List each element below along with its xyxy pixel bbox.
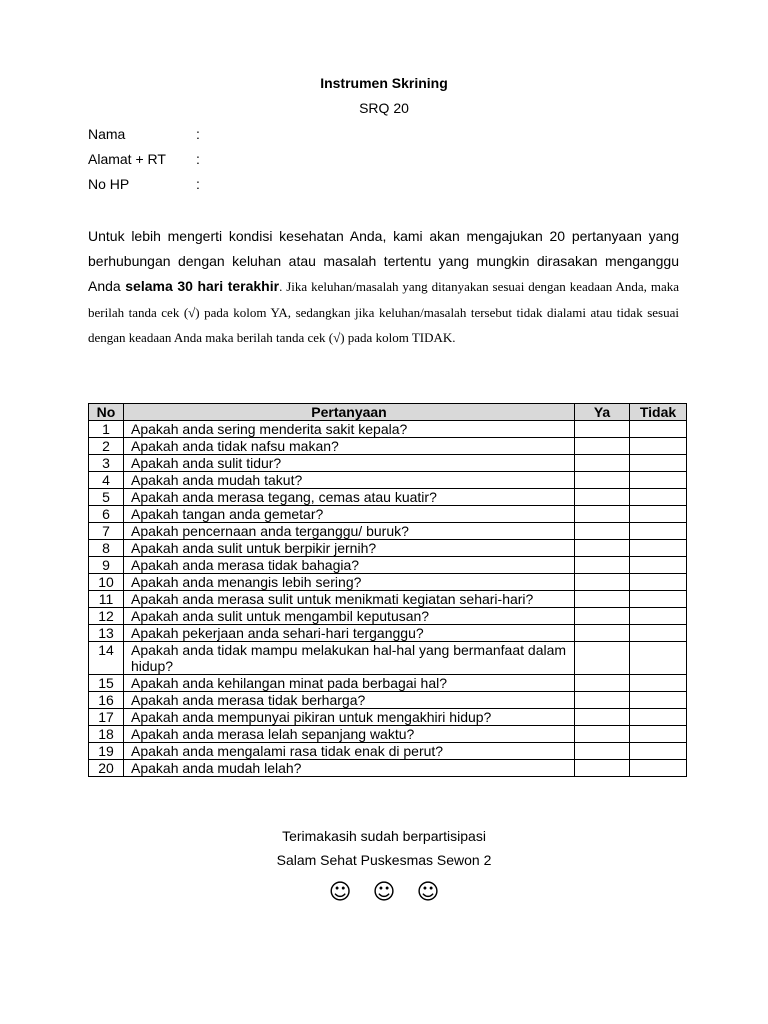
footer-thanks: Terimakasih sudah berpartisipasi [282, 828, 486, 844]
table-row [89, 523, 687, 540]
answer-ya-cell[interactable] [575, 726, 630, 743]
table-row [89, 557, 687, 574]
row-question: Apakah anda sulit untuk berpikir jernih? [124, 540, 575, 557]
answer-ya-cell[interactable] [575, 692, 630, 709]
row-number: 12 [89, 608, 124, 625]
row-question: Apakah anda sulit tidur? [124, 455, 575, 472]
answer-tidak-cell[interactable] [630, 472, 687, 489]
answer-tidak-cell[interactable] [630, 557, 687, 574]
answer-ya-cell[interactable] [575, 642, 630, 675]
table-row [89, 591, 687, 608]
table-row [89, 743, 687, 760]
answer-tidak-cell[interactable] [630, 642, 687, 675]
row-number: 4 [89, 472, 124, 489]
row-number: 17 [89, 709, 124, 726]
field-label-alamat: Alamat + RT [88, 151, 166, 167]
row-number: 2 [89, 438, 124, 455]
row-number: 6 [89, 506, 124, 523]
header-ya: Ya [575, 404, 630, 421]
answer-ya-cell[interactable] [575, 760, 630, 777]
table-row [89, 506, 687, 523]
table-row [89, 438, 687, 455]
table-row [89, 540, 687, 557]
field-colon: : [196, 176, 200, 192]
srq-question-table [88, 403, 687, 777]
row-number: 8 [89, 540, 124, 557]
answer-tidak-cell[interactable] [630, 675, 687, 692]
row-number: 11 [89, 591, 124, 608]
table-row [89, 574, 687, 591]
answer-tidak-cell[interactable] [630, 692, 687, 709]
table-row [89, 608, 687, 625]
row-question: Apakah anda kehilangan minat pada berbagai hal? [124, 675, 575, 692]
answer-tidak-cell[interactable] [630, 760, 687, 777]
table-row [89, 625, 687, 642]
row-number: 9 [89, 557, 124, 574]
answer-tidak-cell[interactable] [630, 455, 687, 472]
intro-text-bold: selama 30 hari terakhir [125, 278, 280, 294]
document-title: Instrumen Skrining [320, 75, 448, 91]
answer-tidak-cell[interactable] [630, 709, 687, 726]
row-question: Apakah anda merasa sulit untuk menikmati kegiatan sehari-hari? [124, 591, 575, 608]
document-subtitle: SRQ 20 [359, 100, 409, 116]
footer-greeting: Salam Sehat Puskesmas Sewon 2 [276, 852, 492, 868]
row-number: 14 [89, 642, 124, 675]
answer-ya-cell[interactable] [575, 557, 630, 574]
row-number: 15 [89, 675, 124, 692]
header-no: No [89, 404, 124, 421]
answer-tidak-cell[interactable] [630, 540, 687, 557]
answer-ya-cell[interactable] [575, 540, 630, 557]
intro-text-part2: . Jika keluhan/masalah yang ditanyakan sesuai dengan keadaan Anda, maka berilah tanda cek (√) pada kolom YA, sedangkan jika keluhan/masalah tersebut tidak dialami atau tidak sesuai dengan keadaan Anda maka berilah tanda cek (√) pada kolom TIDAK. [88, 279, 679, 345]
row-question: Apakah anda merasa tidak bahagia? [124, 557, 575, 574]
table-row [89, 489, 687, 506]
table-row [89, 692, 687, 709]
answer-tidak-cell[interactable] [630, 438, 687, 455]
smiley-row [0, 880, 768, 905]
row-number: 10 [89, 574, 124, 591]
header-tidak: Tidak [630, 404, 687, 421]
answer-tidak-cell[interactable] [630, 591, 687, 608]
row-number: 16 [89, 692, 124, 709]
table-row [89, 455, 687, 472]
answer-tidak-cell[interactable] [630, 523, 687, 540]
answer-tidak-cell[interactable] [630, 743, 687, 760]
header-question: Pertanyaan [124, 404, 575, 421]
answer-ya-cell[interactable] [575, 472, 630, 489]
field-label-nama: Nama [88, 126, 126, 142]
answer-ya-cell[interactable] [575, 608, 630, 625]
row-question: Apakah anda sering menderita sakit kepala? [124, 421, 575, 438]
intro-paragraph [88, 224, 679, 351]
answer-tidak-cell[interactable] [630, 421, 687, 438]
answer-ya-cell[interactable] [575, 523, 630, 540]
row-number: 18 [89, 726, 124, 743]
row-question: Apakah anda merasa tidak berharga? [124, 692, 575, 709]
row-question: Apakah tangan anda gemetar? [124, 506, 575, 523]
answer-tidak-cell[interactable] [630, 574, 687, 591]
table-row [89, 472, 687, 489]
field-colon: : [196, 126, 200, 142]
row-question: Apakah anda tidak mampu melakukan hal-hal yang bermanfaat dalam hidup? [124, 642, 575, 675]
table-row [89, 642, 687, 675]
answer-ya-cell[interactable] [575, 743, 630, 760]
answer-ya-cell[interactable] [575, 591, 630, 608]
row-question: Apakah anda merasa lelah sepanjang waktu? [124, 726, 575, 743]
row-question: Apakah anda mengalami rasa tidak enak di perut? [124, 743, 575, 760]
intro-text-part1: Untuk lebih mengerti kondisi kesehatan Anda, kami akan mengajukan 20 pertanyaan yang berhubungan dengan keluhan atau masalah tertentu yang mungkin dirasakan menganggu Anda [88, 228, 679, 294]
table-row [89, 726, 687, 743]
smiley-icon: ☺ [372, 880, 396, 905]
answer-tidak-cell[interactable] [630, 489, 687, 506]
answer-tidak-cell[interactable] [630, 625, 687, 642]
row-question: Apakah anda tidak nafsu makan? [124, 438, 575, 455]
answer-ya-cell[interactable] [575, 574, 630, 591]
answer-tidak-cell[interactable] [630, 726, 687, 743]
answer-ya-cell[interactable] [575, 455, 630, 472]
field-label-no-hp: No HP [88, 176, 130, 192]
row-number: 13 [89, 625, 124, 642]
row-number: 1 [89, 421, 124, 438]
table-row [89, 421, 687, 438]
row-question: Apakah pencernaan anda terganggu/ buruk? [124, 523, 575, 540]
row-question: Apakah pekerjaan anda sehari-hari terganggu? [124, 625, 575, 642]
answer-ya-cell[interactable] [575, 506, 630, 523]
row-number: 5 [89, 489, 124, 506]
smiley-icon: ☺ [416, 880, 440, 905]
table-row [89, 760, 687, 777]
answer-tidak-cell[interactable] [630, 506, 687, 523]
answer-ya-cell[interactable] [575, 438, 630, 455]
answer-ya-cell[interactable] [575, 489, 630, 506]
answer-ya-cell[interactable] [575, 709, 630, 726]
field-colon: : [196, 151, 200, 167]
row-number: 3 [89, 455, 124, 472]
row-question: Apakah anda mudah takut? [124, 472, 575, 489]
row-number: 20 [89, 760, 124, 777]
row-question: Apakah anda mudah lelah? [124, 760, 575, 777]
row-question: Apakah anda menangis lebih sering? [124, 574, 575, 591]
answer-ya-cell[interactable] [575, 625, 630, 642]
row-question: Apakah anda mempunyai pikiran untuk mengakhiri hidup? [124, 709, 575, 726]
row-question: Apakah anda sulit untuk mengambil keputusan? [124, 608, 575, 625]
answer-ya-cell[interactable] [575, 421, 630, 438]
table-row [89, 709, 687, 726]
row-number: 7 [89, 523, 124, 540]
table-row [89, 675, 687, 692]
table-header-row [89, 404, 687, 421]
row-question: Apakah anda merasa tegang, cemas atau kuatir? [124, 489, 575, 506]
answer-tidak-cell[interactable] [630, 608, 687, 625]
row-number: 19 [89, 743, 124, 760]
answer-ya-cell[interactable] [575, 675, 630, 692]
smiley-icon: ☺ [328, 880, 352, 905]
